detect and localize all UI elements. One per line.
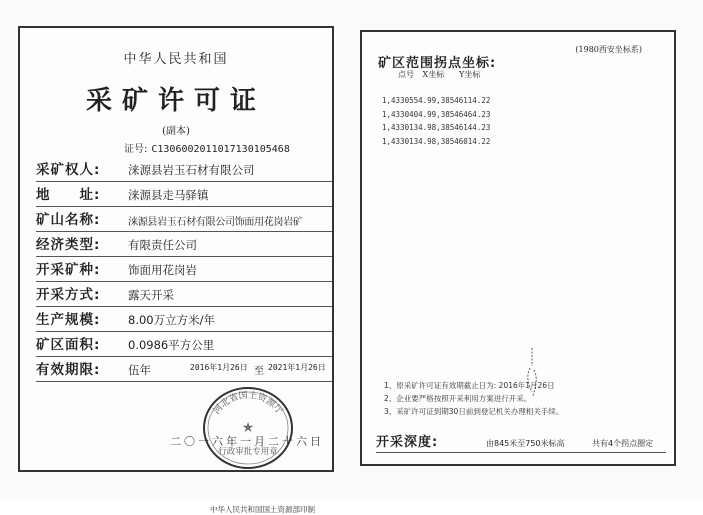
certificate-number (124, 140, 290, 155)
coordinates-title: 矿区范围拐点坐标: (378, 56, 497, 71)
field-label: 开采方式: (36, 287, 101, 303)
field-label: 矿区面积: (36, 337, 101, 353)
svg-text:行政审批专用章: 行政审批专用章 (218, 447, 278, 457)
notes-block (384, 380, 674, 419)
mining-depth-value: 由845米至750米标高 (486, 439, 565, 448)
note-line: 1、原采矿许可证有效期截止日为: 2016年1月26日 (384, 381, 555, 390)
field-row-economic-type (36, 233, 332, 257)
inflection-point-note: 共有4个拐点圈定 (592, 439, 654, 448)
issue-date: 二〇一六年一月二十六日 (170, 435, 324, 448)
field-label: 生产规模: (36, 312, 101, 328)
certificate-number-label: 证号: (124, 144, 148, 155)
mining-depth-label: 开采深度: (376, 435, 439, 450)
copy-label: (副本) (162, 126, 190, 137)
note-line: 2、企业要严格按照开采利用方案进行开采。 (384, 394, 532, 403)
header-x: X坐标 (422, 70, 445, 79)
svg-text:★: ★ (241, 420, 255, 436)
header-y: Y坐标 (459, 70, 481, 79)
field-label: 地 址: (36, 187, 101, 203)
certificate-number-value: C1306002011017130105468 (151, 144, 290, 155)
field-label: 开采矿种: (36, 262, 101, 278)
field-row-address (36, 183, 332, 207)
field-row-mineral (36, 258, 332, 282)
permit-main-page (18, 26, 334, 514)
svg-text:河北省国土资源厅: 河北省国土资源厅 (212, 390, 284, 417)
validity-to: 至 (254, 366, 264, 377)
validity-end: 2021年1月26日 (268, 363, 326, 372)
field-row-mine-name (36, 208, 332, 232)
field-value: 饰面用花岗岩 (128, 263, 197, 277)
field-row-area (36, 333, 332, 357)
field-value: 露天开采 (128, 288, 174, 302)
validity-start: 2016年1月26日 (190, 363, 248, 372)
field-value: 0.0986平方公里 (128, 338, 215, 352)
publisher-imprint: 中华人民共和国国土资源部印制 (210, 505, 315, 514)
field-label: 经济类型: (36, 237, 101, 253)
header-point-no: 点号 (398, 70, 414, 79)
coordinates-list (382, 96, 490, 150)
permit-coordinates-page (360, 30, 676, 466)
field-value: 涞源县岩玉石材有限公司饰面用花岗岩矿 (128, 217, 303, 228)
field-row-holder (36, 158, 332, 182)
field-value: 8.00万立方米/年 (128, 313, 215, 327)
coordinate-row: 1,4330404.99,38546464.23 (382, 109, 491, 119)
document-title: 采矿许可证 (85, 86, 266, 116)
field-label: 采矿权人: (36, 162, 101, 178)
field-value: 有限责任公司 (128, 238, 197, 252)
coordinate-row: 1,4330554.99,38546114.22 (382, 96, 491, 105)
field-value: 伍年 (128, 363, 151, 377)
field-label: 有效期限: (36, 362, 101, 378)
field-row-validity (36, 358, 332, 382)
field-value: 涞源县走马驿镇 (128, 188, 209, 202)
field-row-production-scale (36, 308, 332, 332)
coordinates-header (398, 69, 480, 80)
coordinate-row: 1,4330134.98,38546144.23 (382, 123, 491, 132)
country-name: 中华人民共和国 (123, 52, 229, 67)
field-value: 涞源县岩玉石材有限公司 (128, 163, 255, 177)
coordinate-system: (1980西安坐标系) (575, 45, 642, 54)
field-label: 矿山名称: (36, 212, 101, 228)
field-row-mining-method (36, 283, 332, 307)
mining-depth-row (376, 434, 666, 453)
official-seal-stamp (196, 382, 300, 474)
note-line: 3、采矿许可证到期30日前到登记机关办理相关手续。 (384, 407, 564, 416)
coordinate-row: 1,4330134.98,38546014.22 (382, 136, 491, 146)
